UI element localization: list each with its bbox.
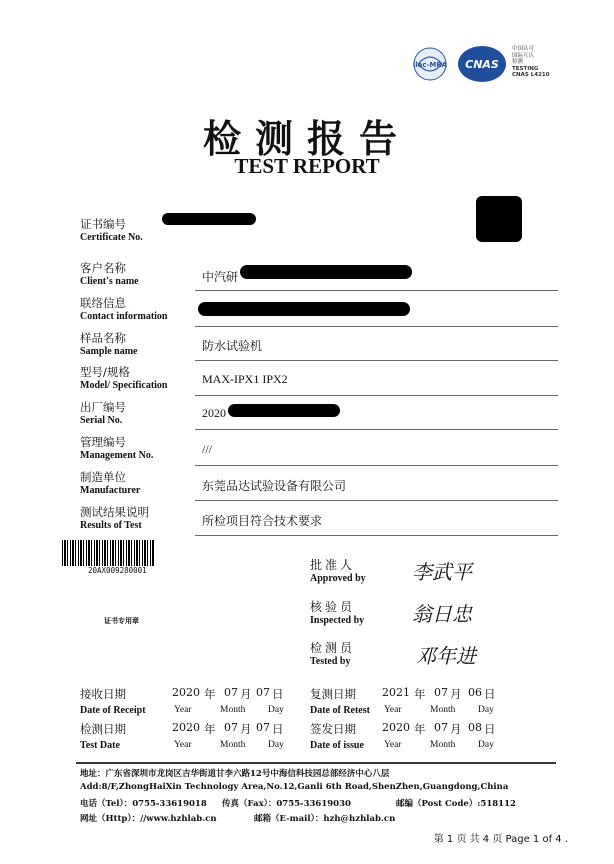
divider (195, 465, 558, 466)
test-day: 07 (256, 721, 270, 734)
signature-label-cn: 检测员 (310, 641, 356, 655)
manufacturer-value: 东莞品达试验设备有限公司 (202, 479, 347, 493)
receipt-date-label-en: Date of Receipt (80, 705, 146, 716)
unit-month-en: Month (430, 705, 456, 715)
field-label-cn: 客户名称 (80, 261, 126, 275)
footer-divider (76, 762, 556, 764)
divider (195, 535, 558, 536)
unit-year-en: Year (174, 740, 192, 750)
field-label-en: Results of Test (80, 520, 142, 531)
field-serial-no (80, 399, 126, 426)
field-label-cn: 测试结果说明 (80, 505, 149, 519)
barcode (62, 540, 154, 566)
field-label-en: Management No. (80, 450, 154, 461)
issue-year: 2020 (382, 721, 410, 734)
unit-day-cn: 日 (484, 722, 496, 736)
signature-label-en: Tested by (310, 656, 351, 667)
field-results (80, 504, 149, 531)
unit-month-en: Month (220, 740, 246, 750)
field-label-en: Contact information (80, 311, 168, 322)
ilac-mra-logo (408, 46, 452, 82)
management-no-value: /// (202, 442, 213, 456)
page-number: 第 1 页 共 4 页 Page 1 of 4 . (433, 834, 568, 845)
unit-day-en: Day (268, 705, 284, 715)
retest-month: 07 (434, 686, 448, 699)
report-title-cn: 检测报告 (202, 117, 411, 161)
field-label-en: Sample name (80, 346, 138, 357)
footer-email[interactable]: 邮箱（E-mail）：hzh@hzhlab.cn (254, 814, 396, 824)
signature-tested (310, 639, 355, 667)
sample-name-value: 防水试验机 (202, 339, 263, 353)
field-label-en: Manufacturer (80, 485, 141, 496)
receipt-year: 2020 (172, 686, 200, 699)
unit-year-en: Year (174, 705, 192, 715)
svg-text:CNAS: CNAS (465, 58, 499, 71)
receipt-day: 07 (256, 686, 270, 699)
field-client-name (80, 260, 139, 287)
unit-month-cn: 月 (240, 687, 252, 701)
signature-approved (310, 556, 366, 584)
field-label-en: Certificate No. (80, 232, 143, 243)
redacted-client-name (240, 265, 412, 279)
unit-month-en: Month (220, 705, 246, 715)
receipt-month: 07 (224, 686, 238, 699)
redacted-serial-no (228, 404, 340, 417)
test-month: 07 (224, 721, 238, 734)
field-label-en: Model/ Specification (80, 380, 168, 391)
field-label-cn: 样品名称 (80, 331, 126, 345)
footer-tel: 电话（Tel）：0755-33619018 (80, 799, 207, 809)
unit-day-cn: 日 (484, 687, 496, 701)
field-manufacturer (80, 469, 140, 496)
unit-year-cn: 年 (414, 687, 426, 701)
field-label-en: Client's name (80, 276, 139, 287)
retest-date-label-cn: 复测日期 (310, 687, 356, 701)
unit-day-en: Day (268, 740, 284, 750)
field-label-cn: 证书编号 (80, 217, 126, 231)
tester-signature: 邓年进 (416, 644, 476, 668)
field-sample-name (80, 330, 138, 357)
inspector-signature: 翁日忠 (412, 602, 472, 626)
unit-year-en: Year (384, 705, 402, 715)
unit-year-cn: 年 (414, 722, 426, 736)
signature-label-en: Approved by (310, 573, 366, 584)
divider (195, 290, 558, 291)
footer-address-cn: 地址：广东省深圳市龙岗区吉华街道甘李六路12号中海信科技园总部经济中心八层 (80, 769, 390, 779)
test-year: 2020 (172, 721, 200, 734)
field-label-cn: 制造单位 (80, 470, 126, 484)
unit-day-cn: 日 (272, 687, 284, 701)
redacted-contact-info (198, 302, 410, 316)
unit-day-cn: 日 (272, 722, 284, 736)
unit-year-cn: 年 (204, 722, 216, 736)
unit-month-en: Month (430, 740, 456, 750)
signature-inspected (310, 598, 364, 626)
field-management-no (80, 434, 153, 461)
divider (195, 500, 558, 501)
accreditation-text: 中国认可 国际互认 检测 TESTING CNAS L4210 (512, 46, 550, 78)
issue-date-label-en: Date of issue (310, 740, 364, 751)
footer-website[interactable]: 网址（Http）：//www.hzhlab.cn (80, 814, 217, 824)
unit-day-en: Day (478, 740, 494, 750)
field-certificate-no (80, 216, 143, 243)
unit-day-en: Day (478, 705, 494, 715)
signature-label-cn: 核验员 (310, 600, 356, 614)
results-value: 所检项目符合技术要求 (202, 514, 323, 528)
issue-month: 07 (434, 721, 448, 734)
divider (195, 326, 558, 327)
retest-year: 2021 (382, 686, 410, 699)
serial-no-value: 2020 (202, 406, 226, 420)
field-contact-info (80, 295, 168, 322)
unit-year-en: Year (384, 740, 402, 750)
divider (195, 360, 558, 361)
model-value: MAX-IPX1 IPX2 (202, 372, 288, 386)
field-label-en: Serial No. (80, 415, 123, 426)
issue-date-label-cn: 签发日期 (310, 722, 356, 736)
retest-date-label-en: Date of Retest (310, 705, 370, 716)
barcode-number: 20AX009280001 (88, 566, 147, 575)
approver-signature: 李武平 (412, 560, 472, 584)
field-label-cn: 联络信息 (80, 296, 126, 310)
divider (195, 395, 558, 396)
svg-text:ilac-MRA: ilac-MRA (412, 61, 448, 69)
field-label-cn: 型号/规格 (80, 365, 130, 379)
field-label-cn: 出厂编号 (80, 400, 126, 414)
unit-month-cn: 月 (450, 687, 462, 701)
redacted-photo (476, 196, 522, 242)
issue-day: 08 (468, 721, 482, 734)
divider (195, 429, 558, 430)
client-name-value: 中汽研 (202, 270, 239, 284)
report-title-en: TEST REPORT (234, 154, 380, 178)
unit-month-cn: 月 (450, 722, 462, 736)
signature-label-en: Inspected by (310, 615, 365, 626)
footer-postcode: 邮编（Post Code）:518112 (396, 799, 516, 809)
redacted-certificate-no (162, 213, 256, 225)
unit-month-cn: 月 (240, 722, 252, 736)
seal-label: 证书专用章 (104, 617, 139, 625)
field-model (80, 364, 168, 391)
cnas-logo (456, 44, 508, 84)
receipt-date-label-cn: 接收日期 (80, 687, 126, 701)
test-date-label-cn: 检测日期 (80, 722, 126, 736)
test-date-label-en: Test Date (80, 740, 120, 751)
footer-fax: 传真（Fax）：0755-33619030 (222, 799, 351, 809)
footer-address-en: Add:8/F,ZhongHaiXin Technology Area,No.12,Ganli 6th Road,ShenZhen,Guangdong,China (80, 782, 509, 792)
retest-day: 06 (468, 686, 482, 699)
signature-label-cn: 批准人 (310, 558, 356, 572)
field-label-cn: 管理编号 (80, 435, 126, 449)
accreditation-logos (408, 44, 578, 88)
unit-year-cn: 年 (204, 687, 216, 701)
